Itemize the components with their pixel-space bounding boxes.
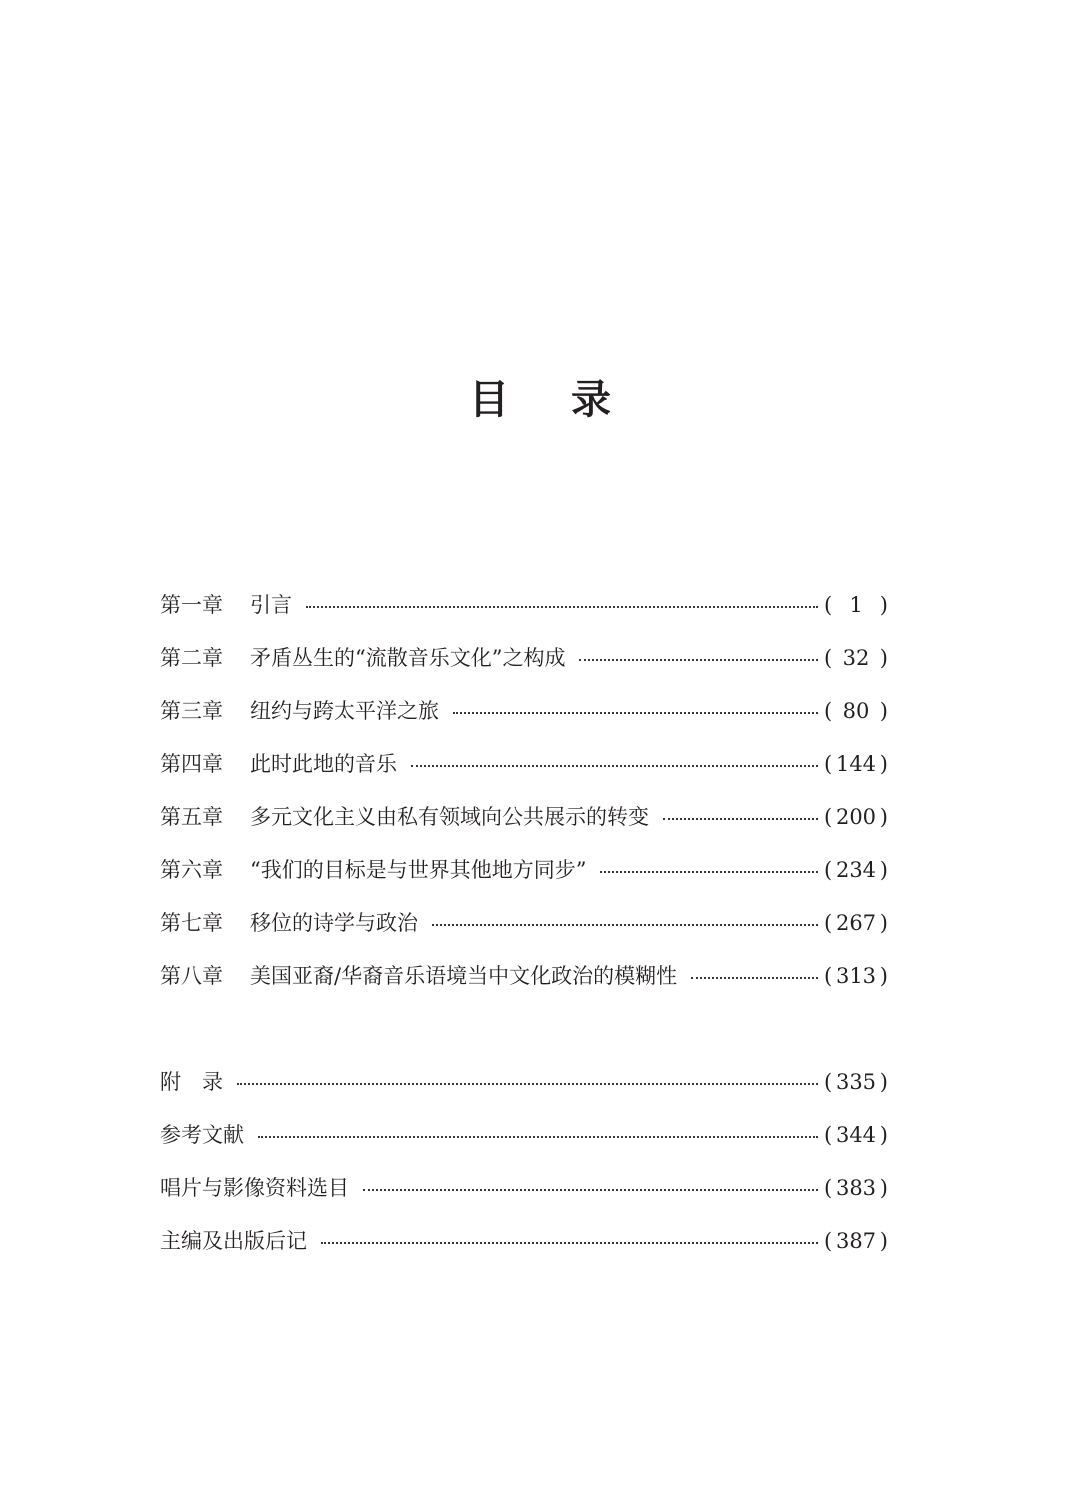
toc-entry-chapter-7 bbox=[160, 896, 888, 949]
chapter-label: 第二章 bbox=[160, 645, 223, 670]
entry-title: 附 录 bbox=[160, 1069, 223, 1094]
toc-entry-references bbox=[160, 1108, 888, 1161]
page-number: ( 32 ) bbox=[824, 645, 888, 670]
title-char-2: 录 bbox=[571, 377, 611, 423]
page-number: ( 234 ) bbox=[824, 857, 888, 882]
dot-leader bbox=[691, 977, 818, 979]
page-number: ( 144 ) bbox=[824, 751, 888, 776]
toc-entry-chapter-2 bbox=[160, 631, 888, 684]
dot-leader bbox=[258, 1136, 818, 1138]
chapter-title: 多元文化主义由私有领域向公共展示的转变 bbox=[250, 804, 649, 829]
chapter-list bbox=[160, 578, 888, 1002]
toc-entry-chapter-4 bbox=[160, 737, 888, 790]
entry-title: 参考文献 bbox=[160, 1122, 244, 1147]
toc-entry-afterword bbox=[160, 1214, 888, 1267]
page-number: ( 335 ) bbox=[824, 1069, 888, 1094]
dot-leader bbox=[306, 606, 818, 608]
chapter-label: 第八章 bbox=[160, 963, 223, 988]
page-number: ( 344 ) bbox=[824, 1122, 888, 1147]
page-number: ( 313 ) bbox=[824, 963, 888, 988]
toc-entry-chapter-8 bbox=[160, 949, 888, 1002]
toc-entry-appendix bbox=[160, 1055, 888, 1108]
chapter-title: 此时此地的音乐 bbox=[250, 751, 397, 776]
chapter-title: 引言 bbox=[250, 592, 292, 617]
dot-leader bbox=[411, 765, 818, 767]
dot-leader bbox=[453, 712, 818, 714]
dot-leader bbox=[321, 1242, 818, 1244]
entry-title: 主编及出版后记 bbox=[160, 1228, 307, 1253]
chapter-title: “我们的目标是与世界其他地方同步” bbox=[250, 857, 587, 882]
toc-entry-chapter-3 bbox=[160, 684, 888, 737]
toc-entry-chapter-6 bbox=[160, 843, 888, 896]
chapter-title: 美国亚裔/华裔音乐语境当中文化政治的模糊性 bbox=[250, 963, 678, 988]
chapter-label: 第四章 bbox=[160, 751, 223, 776]
appendix-list bbox=[160, 1055, 888, 1267]
page-title bbox=[0, 372, 1080, 428]
chapter-title: 移位的诗学与政治 bbox=[250, 910, 418, 935]
chapter-label: 第一章 bbox=[160, 592, 223, 617]
chapter-label: 第七章 bbox=[160, 910, 223, 935]
dot-leader bbox=[600, 871, 818, 873]
chapter-title: 纽约与跨太平洋之旅 bbox=[250, 698, 439, 723]
toc-entry-chapter-1 bbox=[160, 578, 888, 631]
page-number: ( 383 ) bbox=[824, 1175, 888, 1200]
dot-leader bbox=[363, 1189, 818, 1191]
dot-leader bbox=[663, 818, 818, 820]
dot-leader bbox=[237, 1083, 818, 1085]
page-number: ( 200 ) bbox=[824, 804, 888, 829]
dot-leader bbox=[432, 924, 818, 926]
dot-leader bbox=[579, 659, 818, 661]
page-number: ( 1 ) bbox=[824, 592, 888, 617]
chapter-label: 第六章 bbox=[160, 857, 223, 882]
toc-entry-discography bbox=[160, 1161, 888, 1214]
chapter-title: 矛盾丛生的“流散音乐文化”之构成 bbox=[250, 645, 566, 670]
title-char-1: 目 bbox=[469, 377, 509, 423]
page-number: ( 80 ) bbox=[824, 698, 888, 723]
chapter-label: 第五章 bbox=[160, 804, 223, 829]
page-number: ( 267 ) bbox=[824, 910, 888, 935]
toc-entry-chapter-5 bbox=[160, 790, 888, 843]
entry-title: 唱片与影像资料选目 bbox=[160, 1175, 349, 1200]
page-number: ( 387 ) bbox=[824, 1228, 888, 1253]
chapter-label: 第三章 bbox=[160, 698, 223, 723]
